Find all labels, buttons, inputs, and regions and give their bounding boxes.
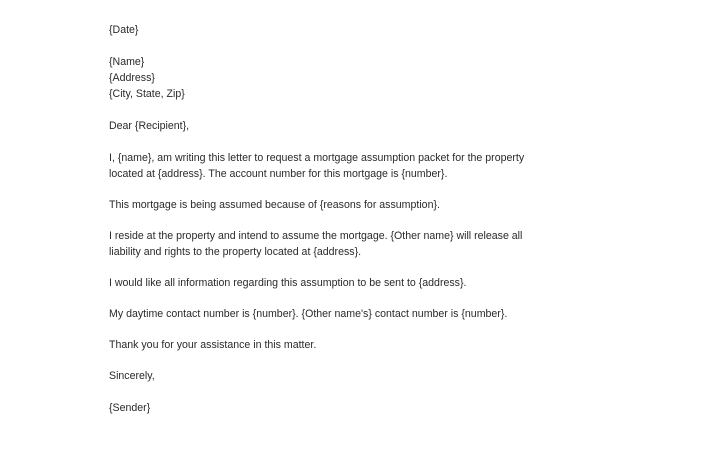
paragraph-line: I would like all information regarding this assumption to be sent to {address}. xyxy=(109,277,467,289)
sender-name: {Sender} xyxy=(109,402,151,414)
recipient-address: {Address} xyxy=(109,72,155,84)
paragraph-contact xyxy=(109,306,629,322)
paragraph-line: Thank you for your assistance in this matter. xyxy=(109,339,317,351)
closing-block xyxy=(109,368,629,384)
paragraph-line: located at {address}. The account number for this mortgage is {number}. xyxy=(109,168,448,180)
signature-block xyxy=(109,400,629,416)
paragraph-thanks xyxy=(109,337,629,353)
recipient-city-state-zip: {City, State, Zip} xyxy=(109,88,185,100)
salutation: Dear {Recipient}, xyxy=(109,120,190,132)
paragraph-line: I reside at the property and intend to assume the mortgage. {Other name} will release all xyxy=(109,230,523,242)
paragraph-line: My daytime contact number is {number}. {Other name's} contact number is {number}. xyxy=(109,308,508,320)
recipient-address-block xyxy=(109,54,629,102)
salutation-block xyxy=(109,118,629,134)
paragraph-residence xyxy=(109,228,629,260)
paragraph-line: liability and rights to the property located at {address}. xyxy=(109,246,362,258)
letter-body xyxy=(109,22,629,432)
letter-date: {Date} xyxy=(109,24,139,36)
paragraph-line: I, {name}, am writing this letter to request a mortgage assumption packet for the property xyxy=(109,152,525,164)
recipient-name: {Name} xyxy=(109,56,145,68)
closing: Sincerely, xyxy=(109,370,155,382)
paragraph-request xyxy=(109,150,629,182)
paragraph-line: This mortgage is being assumed because of {reasons for assumption}. xyxy=(109,199,440,211)
paragraph-information xyxy=(109,275,629,291)
date-block xyxy=(109,22,629,38)
paragraph-reasons xyxy=(109,197,629,213)
